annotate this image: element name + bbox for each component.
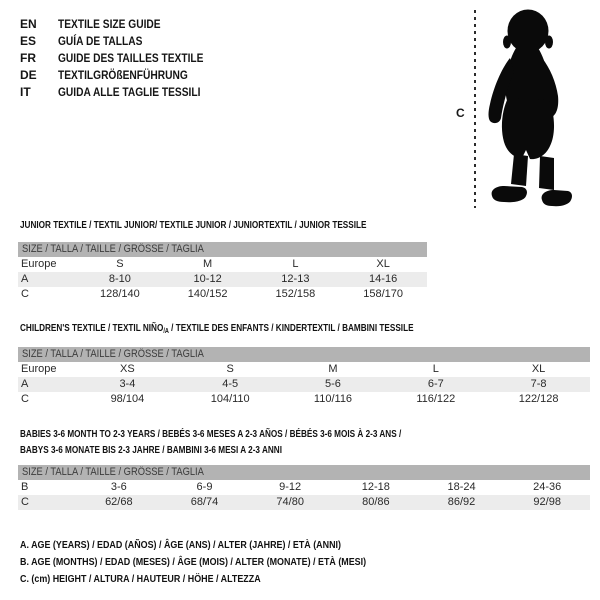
size-table	[18, 465, 590, 510]
table-cell: 7-8	[530, 378, 547, 390]
table-cell: 9-12	[279, 481, 302, 493]
table-cell: 158/170	[363, 288, 403, 300]
language-code: ES	[20, 34, 37, 48]
footnote-text: A. AGE (YEARS) / EDAD (AÑOS) / ÂGE (ANS) / ALTER (JAHRE) / ETÀ (ANNI)	[20, 539, 341, 551]
language-code: DE	[20, 68, 37, 82]
row-label: B	[21, 481, 29, 493]
table-cell: 98/104	[110, 393, 145, 405]
table-row	[18, 392, 590, 407]
table-row	[18, 377, 590, 392]
table-cell: 3-6	[110, 481, 127, 493]
table-cell: 152/158	[275, 288, 316, 300]
table-cell: S	[226, 363, 234, 375]
language-list	[20, 16, 229, 101]
language-item	[20, 16, 229, 33]
size-header-bar	[18, 347, 590, 362]
row-label: C	[21, 393, 29, 405]
footnote-b	[20, 554, 427, 571]
table-cell: 74/80	[276, 496, 304, 508]
table-cell: 6-7	[427, 378, 444, 390]
baby-silhouette	[480, 6, 575, 211]
table-row	[18, 495, 590, 510]
row-label: Europe	[21, 363, 57, 375]
row-label: C	[21, 496, 29, 508]
table-row	[18, 480, 590, 495]
size-table-rows	[18, 480, 590, 510]
language-label: GUÍA DE TALLAS	[58, 34, 143, 48]
section-title	[20, 426, 509, 458]
section-title-line	[20, 320, 525, 339]
section-title-text: JUNIOR TEXTILE / TEXTIL JUNIOR/ TEXTILE JUNIOR / JUNIORTEXTIL / JUNIOR TESSILE	[20, 219, 367, 231]
size-header-bar	[18, 242, 427, 257]
table-cell: 24-36	[533, 481, 562, 493]
table-cell: M	[203, 258, 213, 270]
measure-label-c: C	[456, 106, 465, 120]
baby-figure	[450, 0, 600, 220]
table-cell: 80/86	[362, 496, 390, 508]
section-title-text: / TEXTILE DES ENFANTS / KINDERTEXTIL / BAMBINI TESSILE	[168, 322, 414, 334]
size-table	[18, 347, 590, 407]
section-title-line	[20, 442, 509, 458]
table-cell: 6-9	[196, 481, 213, 493]
table-cell: 10-12	[193, 273, 222, 285]
section-title	[20, 217, 464, 233]
table-cell: L	[432, 363, 439, 375]
table-row	[18, 362, 590, 377]
row-label: A	[21, 273, 29, 285]
table-cell: 92/98	[533, 496, 561, 508]
table-cell: 5-6	[325, 378, 341, 390]
table-cell: M	[328, 363, 338, 375]
size-header-label: SIZE / TALLA / TAILLE / GRÖSSE / TAGLIA	[22, 466, 204, 478]
language-item	[20, 84, 229, 101]
footnote-c	[20, 571, 427, 588]
table-cell: XL	[531, 363, 546, 375]
table-cell: 62/68	[105, 496, 133, 508]
table-cell: 104/110	[210, 393, 250, 405]
table-cell: S	[116, 258, 124, 270]
language-label: GUIDE DES TAILLES TEXTILE	[58, 51, 204, 65]
row-label: Europe	[21, 258, 57, 270]
section-title-text: CHILDREN'S TEXTILE / TEXTIL NIÑO	[20, 322, 164, 334]
section-title-line	[20, 426, 509, 442]
footnote-text: C. (cm) HEIGHT / ALTURA / HAUTEUR / HÖHE / ALTEZZA	[20, 573, 261, 585]
table-cell: 8-10	[108, 273, 131, 285]
language-label: TEXTILE SIZE GUIDE	[58, 17, 161, 31]
footnote-text: B. AGE (MONTHS) / EDAD (MESES) / ÂGE (MOIS) / ALTER (MONATE) / ETÀ (MESI)	[20, 556, 367, 568]
language-item	[20, 67, 229, 84]
language-code: IT	[20, 85, 31, 99]
section-title	[20, 320, 525, 339]
section-title-line	[20, 217, 464, 233]
row-label: A	[21, 378, 29, 390]
table-cell: 14-16	[369, 273, 398, 285]
table-cell: XL	[376, 258, 390, 270]
footnote-a	[20, 537, 427, 554]
table-row	[18, 257, 427, 272]
language-item	[20, 33, 229, 50]
size-table-rows	[18, 362, 590, 407]
table-cell: 68/74	[190, 496, 219, 508]
section-title-text: /A	[163, 327, 169, 335]
table-cell: 3-4	[119, 378, 136, 390]
row-label: C	[21, 288, 29, 300]
height-measure-line	[474, 10, 476, 208]
size-header-bar	[18, 465, 590, 480]
table-cell: 86/92	[447, 496, 476, 508]
table-cell: 122/128	[518, 393, 559, 405]
size-header-label: SIZE / TALLA / TAILLE / GRÖSSE / TAGLIA	[22, 348, 204, 360]
table-cell: 116/122	[416, 393, 456, 405]
table-cell: XS	[120, 363, 135, 375]
language-item	[20, 50, 229, 67]
table-cell: 12-18	[361, 481, 390, 493]
table-cell: 18-24	[447, 481, 476, 493]
table-cell: 128/140	[99, 288, 140, 300]
table-row	[18, 272, 427, 287]
table-cell: 110/116	[313, 393, 353, 405]
size-table-rows	[18, 257, 427, 302]
section-title-text: BABYS 3-6 MONATE BIS 2-3 JAHRE / BAMBINI 3-6 MESI A 2-3 ANNI	[20, 444, 282, 456]
table-cell: 140/152	[187, 288, 228, 300]
table-row	[18, 287, 427, 302]
table-cell: 4-5	[222, 378, 239, 390]
language-code: EN	[20, 17, 37, 31]
table-cell: 12-13	[281, 273, 310, 285]
size-table	[18, 242, 427, 302]
table-cell: L	[292, 258, 299, 270]
language-label: TEXTILGRÖßENFÜHRUNG	[58, 68, 188, 82]
section-title-text: BABIES 3-6 MONTH TO 2-3 YEARS / BEBÉS 3-6 MESES A 2-3 AÑOS / BÉBÉS 3-6 MOIS À 2-3 ANS /	[20, 428, 402, 440]
size-header-label: SIZE / TALLA / TAILLE / GRÖSSE / TAGLIA	[22, 243, 204, 255]
footnotes	[20, 537, 427, 588]
language-code: FR	[20, 51, 36, 65]
language-label: GUIDA ALLE TAGLIE TESSILI	[58, 85, 201, 99]
